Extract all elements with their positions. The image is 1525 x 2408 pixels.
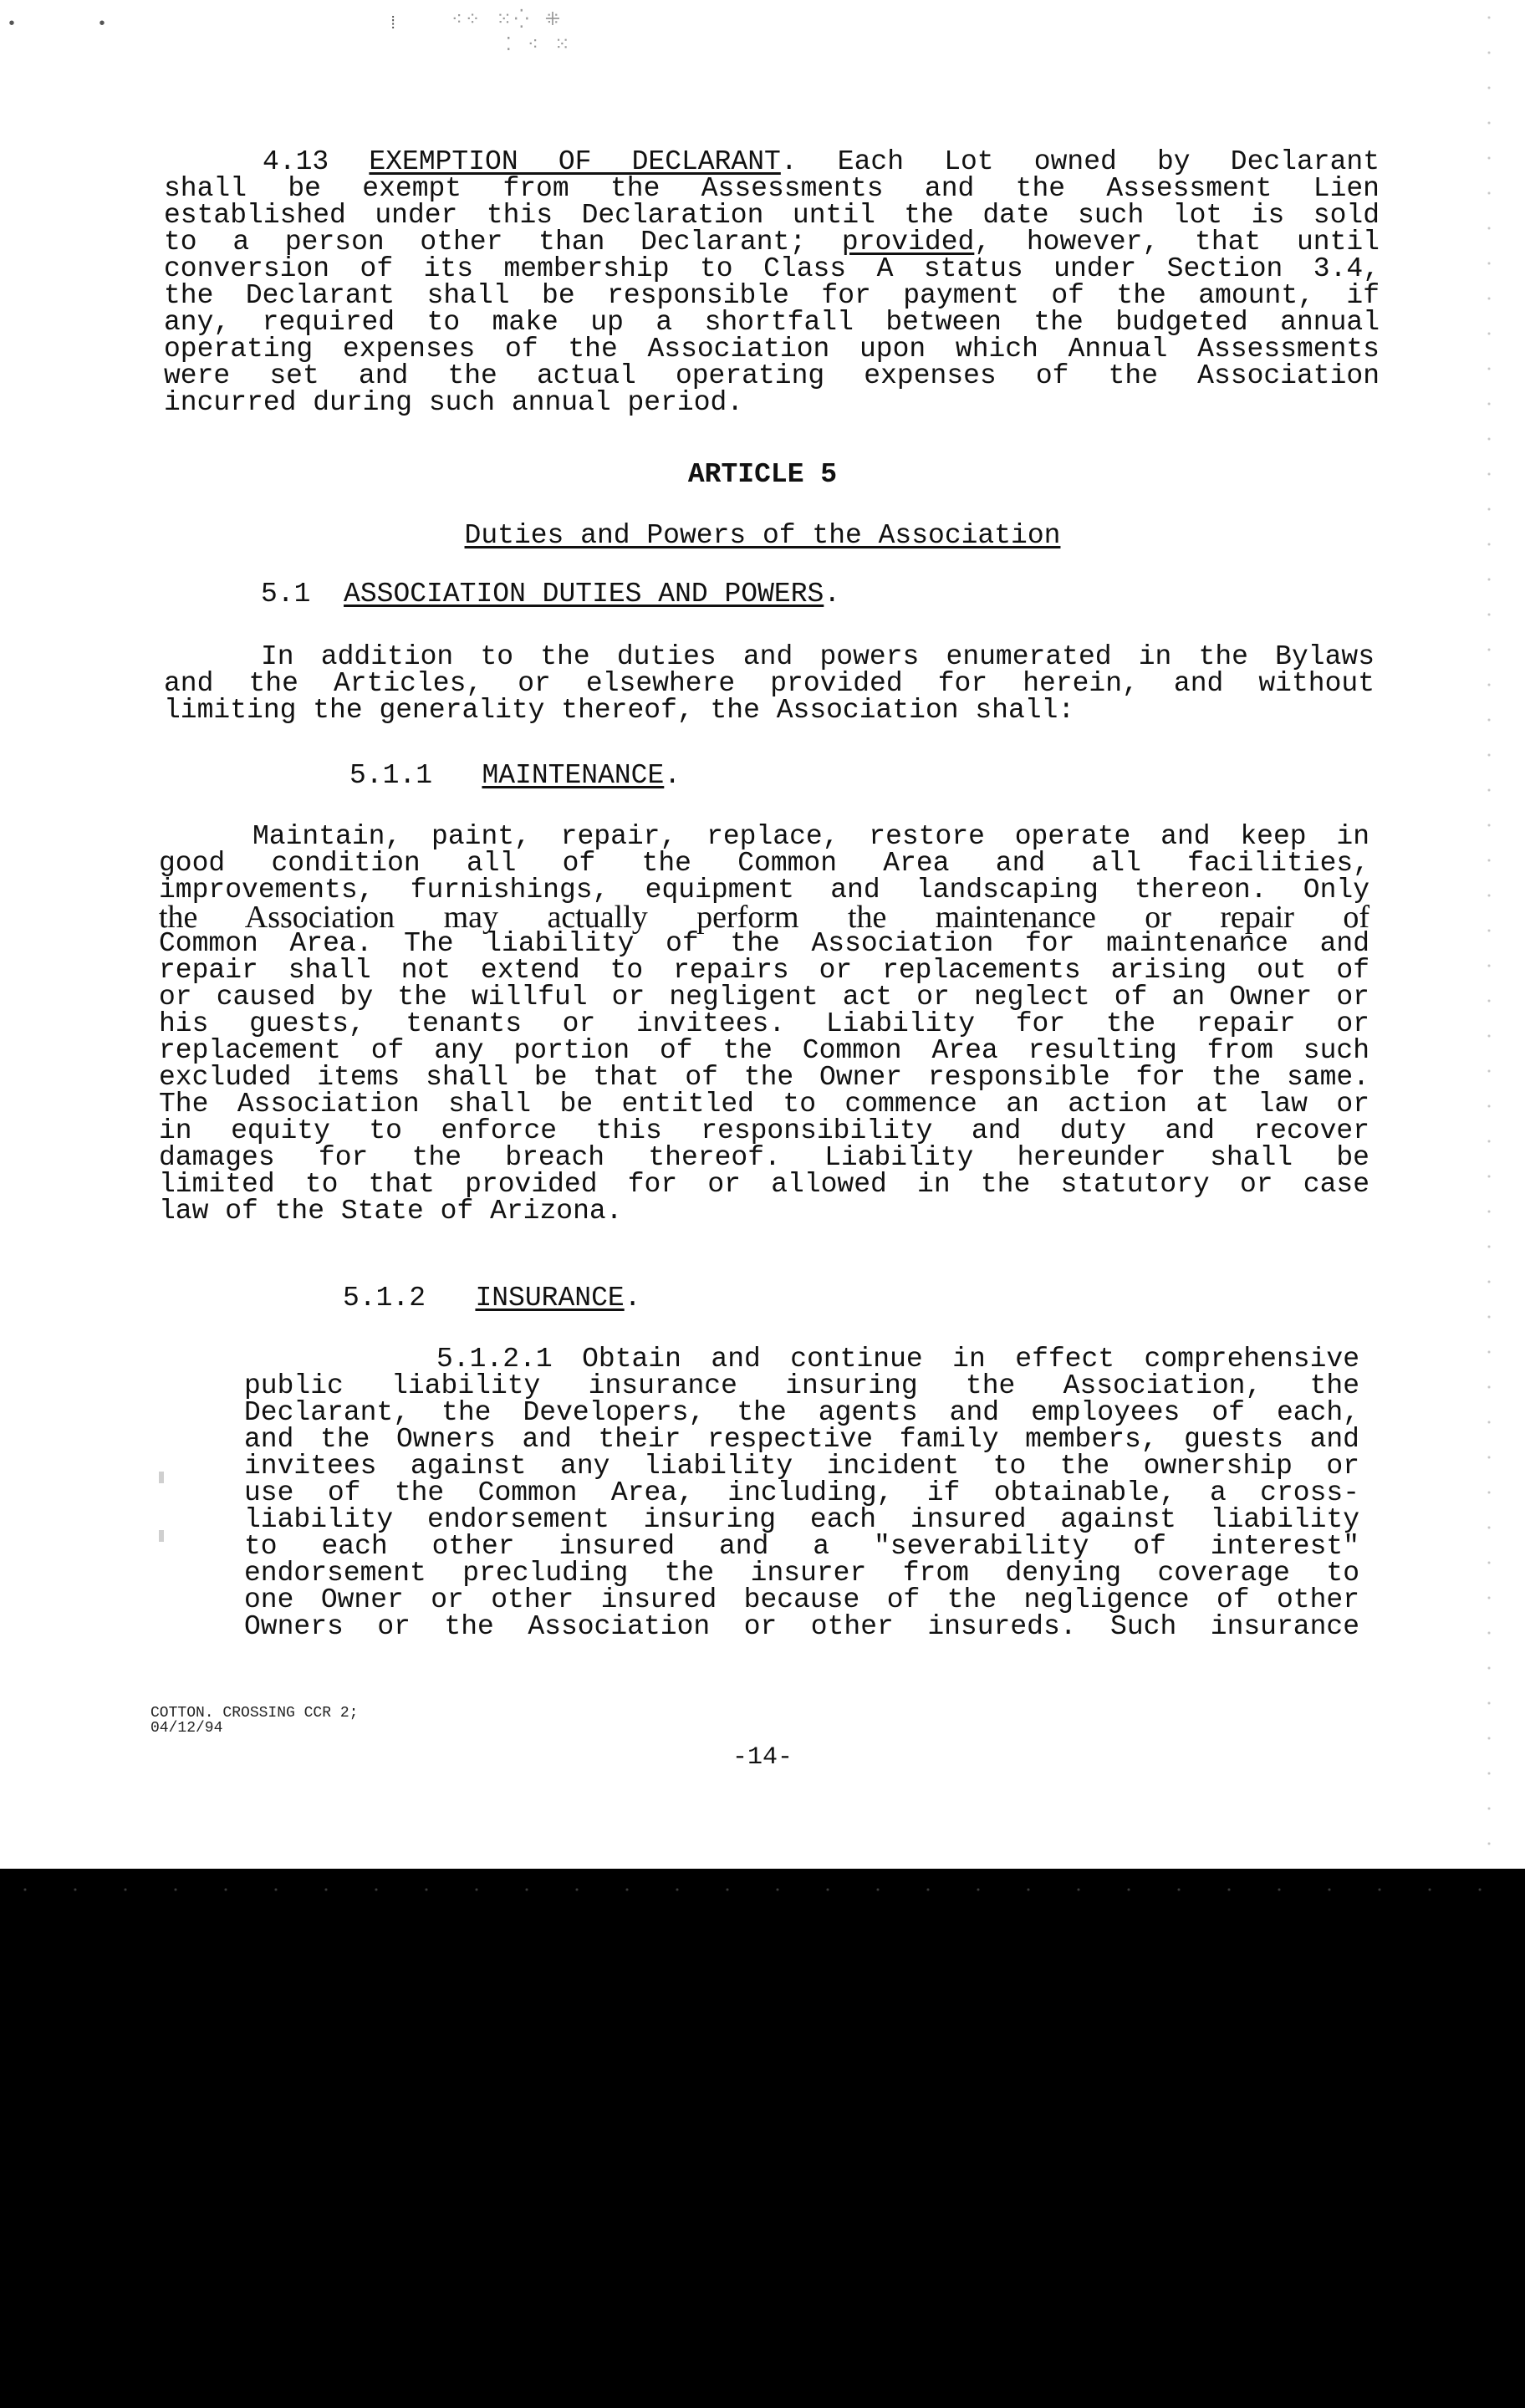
paragraph-line: limited to that provided for or allowed in the statutory or case xyxy=(159,1169,1369,1200)
paragraph-line: improvements, furnishings, equipment and landscaping thereon. Only xyxy=(159,875,1369,906)
section-heading: ASSOCIATION DUTIES AND POWERS xyxy=(344,579,824,610)
margin-tick xyxy=(159,1472,164,1483)
paragraph-line: law of the State of Arizona. xyxy=(159,1196,623,1227)
paragraph-line: public liability insurance insuring the Association, the xyxy=(244,1370,1359,1401)
paragraph-5-1 xyxy=(164,641,1375,726)
provided-emphasis: provided xyxy=(841,227,975,258)
section-5-1-1-heading: 5.1.1 MAINTENANCE. xyxy=(349,760,681,791)
scan-artifact-top: ⁖⁘ ⁙⁛ ⁜ ⁚ ⁖ ⁙ xyxy=(451,10,573,56)
scan-black-margin xyxy=(0,1869,1525,2408)
paragraph-line: Common Area. The liability of the Association for maintenance and xyxy=(159,928,1369,959)
paragraph-line: Maintain, paint, repair, replace, restore operate and keep in xyxy=(252,821,1369,852)
paragraph-line: and the Articles, or elsewhere provided for herein, and without xyxy=(164,668,1375,699)
paragraph-line: and the Owners and their respective family members, guests and xyxy=(244,1424,1359,1455)
article-subtitle: Duties and Powers of the Association xyxy=(464,520,1061,551)
paragraph-line: one Owner or other insured because of the negligence of other xyxy=(244,1584,1359,1615)
paragraph-line: the Declarant shall be responsible for payment of the amount, if xyxy=(164,280,1380,311)
scan-artifact-band xyxy=(0,1869,1525,1911)
paragraph-4-13 xyxy=(164,146,1380,418)
paragraph-line: in equity to enforce this responsibility and duty and recover xyxy=(159,1115,1369,1146)
section-heading: EXEMPTION OF DECLARANT xyxy=(369,146,781,177)
article-title: ARTICLE 5 xyxy=(687,459,838,490)
paragraph-line: Declarant, the Developers, the agents and employees of each, xyxy=(244,1397,1359,1428)
paragraph-line: 5.1.2.1 Obtain and continue in effect comprehensive xyxy=(436,1344,1359,1375)
paragraph-line: use of the Common Area, including, if obtainable, a cross- xyxy=(244,1477,1359,1508)
paragraph-line: or caused by the willful or negligent act or neglect of an Owner or xyxy=(159,982,1369,1013)
paragraph-line: invitees against any liability incident to the ownership or xyxy=(244,1451,1359,1482)
page-number: -14- xyxy=(732,1743,793,1772)
paragraph-4-13-first-line xyxy=(164,146,1380,177)
paragraph-line: conversion of its membership to Class A status under Section 3.4, xyxy=(164,253,1380,284)
section-number: 5.1.1 xyxy=(349,760,433,791)
paragraph-line: were set and the actual operating expenses of the Association xyxy=(164,360,1380,391)
paragraph-line: any, required to make up a shortfall between the budgeted annual xyxy=(164,307,1380,338)
paragraph-line: good condition all of the Common Area and all facilities, xyxy=(159,848,1369,879)
section-5-1-heading: 5.1 ASSOCIATION DUTIES AND POWERS. xyxy=(261,579,841,610)
paragraph-5-1-2-1 xyxy=(244,1346,1359,1640)
paragraph-line: Owners or the Association or other insureds. Such insurance xyxy=(244,1611,1359,1642)
section-heading: MAINTENANCE xyxy=(482,760,665,791)
paragraph-line: liability endorsement insuring each insured against liability xyxy=(244,1504,1359,1535)
paragraph-line: The Association shall be entitled to commence an action at law or xyxy=(159,1089,1369,1120)
paragraph-line: In addition to the duties and powers enumerated in the Bylaws xyxy=(261,641,1375,672)
section-heading: INSURANCE xyxy=(475,1283,625,1314)
paragraph-line: endorsement precluding the insurer from denying coverage to xyxy=(244,1558,1359,1589)
scan-artifact-right-edge xyxy=(1483,0,1495,1869)
paragraph-line: incurred during such annual period. xyxy=(164,387,744,418)
margin-tick xyxy=(159,1530,164,1542)
paragraph-5-1-1 xyxy=(159,821,1369,1227)
paragraph-line: operating expenses of the Association upon which Annual Assessments xyxy=(164,334,1380,365)
section-number: 5.1 xyxy=(261,579,311,610)
section-number: 4.13 xyxy=(263,146,329,177)
paragraph-line: repair shall not extend to repairs or replacements arising out of xyxy=(159,955,1369,986)
paragraph-line: damages for the breach thereof. Liability hereunder shall be xyxy=(159,1142,1369,1173)
section-number: 5.1.2 xyxy=(343,1283,426,1314)
section-5-1-2-heading: 5.1.2 INSURANCE. xyxy=(343,1283,641,1314)
paragraph-line: to each other insured and a "severability of interest" xyxy=(244,1531,1359,1562)
paragraph-line: the Association may actually perform the maintenance or repair of xyxy=(159,900,1369,935)
paragraph-text: . Each Lot owned by Declarant xyxy=(780,146,1380,177)
document-id: COTTON. CROSSING CCR 2; 04/12/94 xyxy=(150,1705,359,1737)
paragraph-line: established under this Declaration until the date such lot is sold xyxy=(164,200,1380,231)
paragraph-line: replacement of any portion of the Common Area resulting from such xyxy=(159,1035,1369,1066)
paragraph-line: limiting the generality thereof, the Association shall: xyxy=(164,695,1075,726)
paragraph-line: shall be exempt from the Assessments and the Assessment Lien xyxy=(164,173,1380,204)
paragraph-line: his guests, tenants or invitees. Liability for the repair or xyxy=(159,1008,1369,1039)
scan-artifact-left: • • ⁞ xyxy=(7,15,399,34)
paragraph-line: excluded items shall be that of the Owner responsible for the same. xyxy=(159,1062,1369,1093)
paragraph-line: to a person other than Declarant; provided, however, that until xyxy=(164,227,1380,258)
